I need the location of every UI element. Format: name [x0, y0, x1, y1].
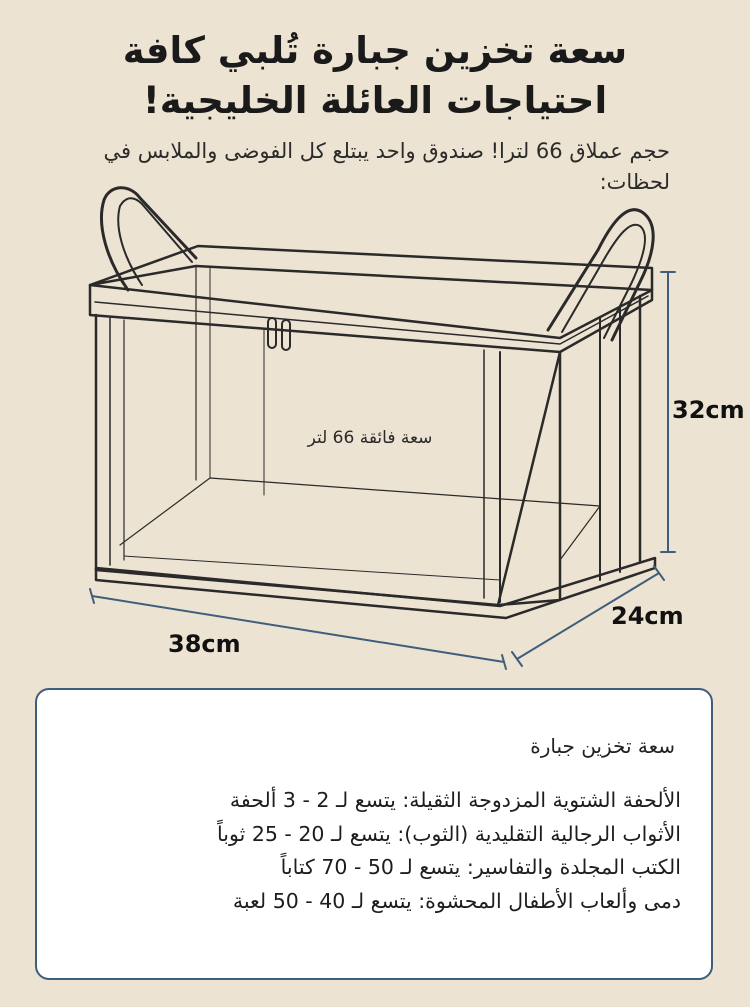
subtitle: حجم عملاق 66 لترا! صندوق واحد يبتلع كل الفوضى والملابس في لحظات:: [103, 139, 670, 194]
list-item: دمى وألعاب الأطفال المحشوة: يتسع لـ 40 - 50 لعبة: [232, 888, 681, 913]
headline-line-2: احتياجات العائلة الخليجية!: [142, 79, 608, 122]
box-lid: [90, 246, 652, 290]
height-label: 32cm: [672, 396, 745, 424]
list-item: الألحفة الشتوية المزدوجة الثقيلة: يتسع لـ 2 - 3 ألحفة: [229, 788, 681, 812]
headline: [0, 26, 750, 126]
info-content: [61, 732, 681, 918]
capacity-list: [61, 784, 681, 918]
depth-label: 24cm: [611, 602, 684, 630]
headline-line-1: سعة تخزين جبارة تُلبي كافة: [122, 29, 628, 72]
card-accent-mark: [35, 746, 37, 768]
capacity-label: سعة فائقة 66 لتر: [307, 428, 433, 448]
capacity-info-card: [35, 688, 713, 980]
info-title: سعة تخزين جبارة: [530, 734, 675, 758]
width-label: 38cm: [168, 630, 241, 658]
zipper-pull: [268, 318, 276, 348]
box-base: [96, 558, 655, 618]
list-item: الكتب المجلدة والتفاسير: يتسع لـ 50 - 70 كتاباً: [280, 855, 681, 879]
box-front-face: [96, 315, 560, 605]
list-item: الأثواب الرجالية التقليدية (الثوب): يتسع لـ 20 - 25 ثوباً: [217, 821, 681, 846]
